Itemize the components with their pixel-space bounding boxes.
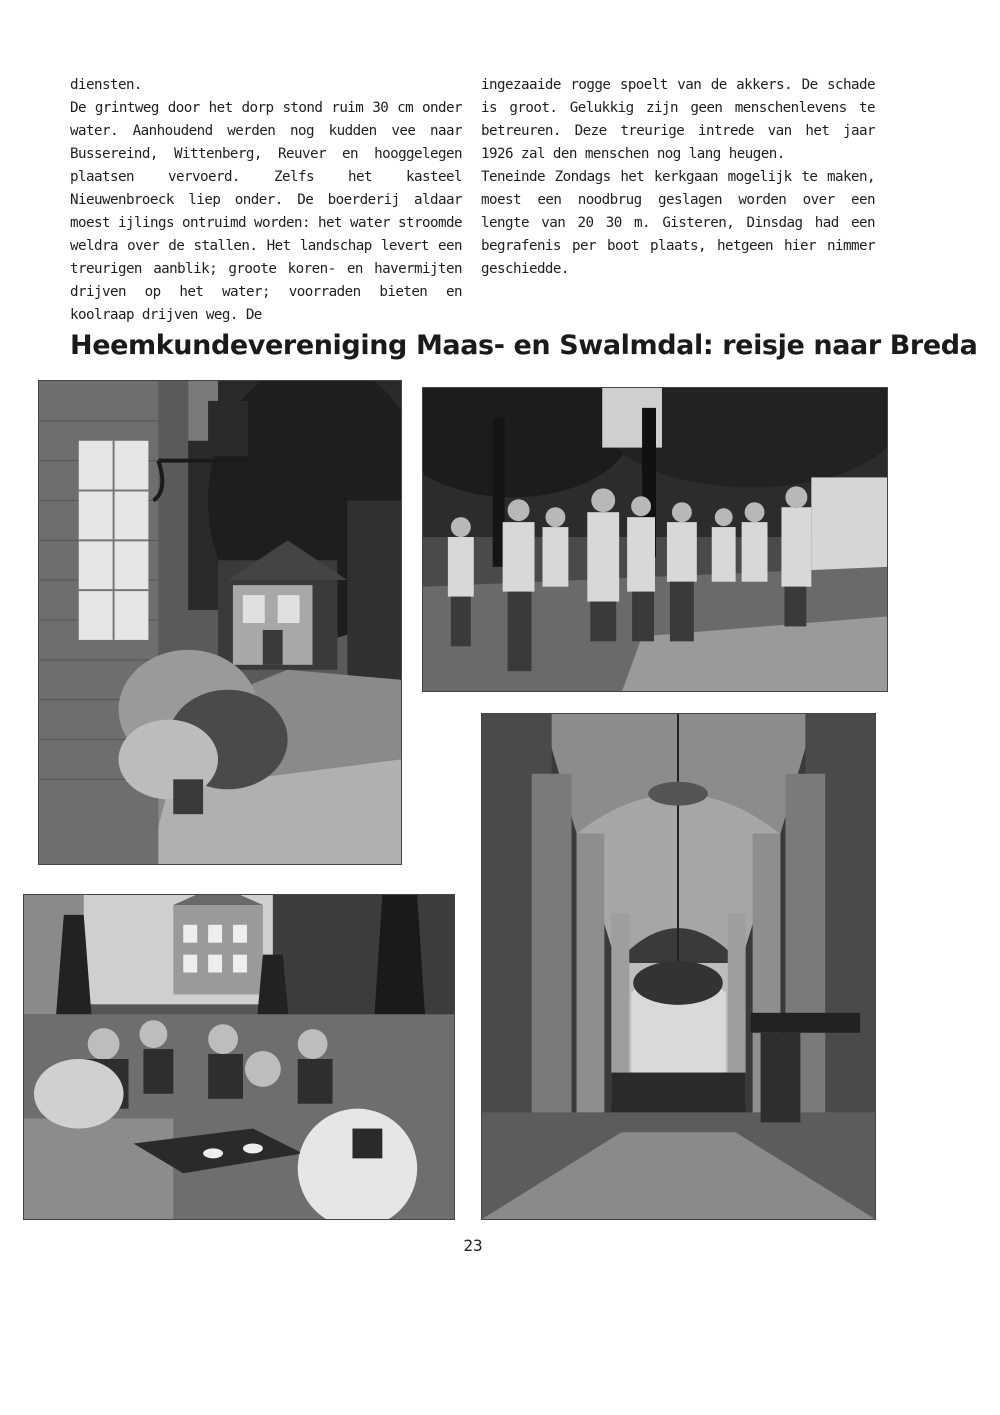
group-photo [422,387,888,692]
church-interior-photo [481,713,876,1220]
paragraph: Teneinde Zondags het kerkgaan mogelijk te maken, moest een noodbrug geslagen worden over een lengte van 20 30 m. Gisteren, Dinsdag had een begrafenis per boot plaats, hetgeen hier nimmer geschiedde. [481,169,875,277]
article-right-column [481,74,875,281]
terrace-photo [23,894,455,1220]
paragraph: De grintweg door het dorp stond ruim 30 cm onder water. Aanhoudend werden nog kudden vee naar Bussereind, Wittenberg, Reuver en hooggelegen plaatsen vervoerd. Zelfs het kasteel Nieuwenbroeck liep onder. De boerderij aldaar moest ijlings ontruimd worden: het water stroomde weldra over de stallen. Het landschap levert een treurigen aanblik; groote koren- en havermijten drijven op het water; voorraden bieten en koolraap drijven weg. De [70,100,462,323]
article-left-column [70,74,462,327]
paragraph: diensten. [70,77,142,93]
courtyard-photo [38,380,402,865]
page-number: 23 [463,1236,483,1255]
section-headline: Heemkundevereniging Maas- en Swalmdal: reisje naar Breda [70,330,978,361]
paragraph: ingezaaide rogge spoelt van de akkers. De schade is groot. Gelukkig zijn geen menschenlevens te betreuren. Deze treurige intrede van het jaar 1926 zal den menschen nog lang heugen. [481,77,875,162]
